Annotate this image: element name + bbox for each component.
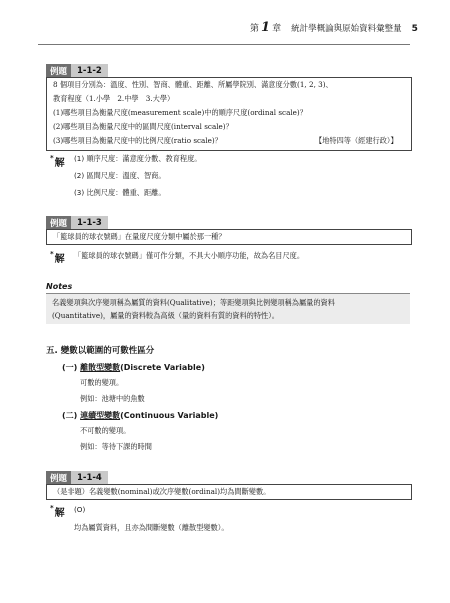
example-label: 例題 [46,216,71,229]
page-number: 5 [411,24,418,34]
star-icon: * [50,250,54,258]
example-number: 1-1-3 [71,216,108,229]
subsection-line: 不可數的變項。 [80,426,131,435]
example-question-box [46,77,412,151]
notes-line: (Quantitative)，屬量的資料較為高級（量的資料有質的資料的特性）。 [52,311,279,320]
notes-box [46,294,410,324]
star-icon: * [50,504,54,512]
notes-label: Notes [46,282,73,291]
question-line: 教育程度（1.小學 2.中學 3.大學） [53,94,175,103]
solution-mark: *解 [50,250,65,265]
section-title: 五. 變數以範圍的可數性區分 [46,346,155,356]
solution-mark: *解 [50,504,65,519]
chapter-prefix: 第 [250,24,260,34]
example-tag [46,471,108,484]
question-line: （是非題）名義變數(nominal)或次序變數(ordinal)均為間斷變數。 [53,487,271,496]
subsection-line: 例如：池塘中的魚數 [80,394,145,403]
running-header [250,20,418,40]
example-tag [46,64,108,77]
subsection-title: (一) 離散型變數(Discrete Variable) [62,363,205,372]
example-label: 例題 [46,471,71,484]
question-line: 8 個項目分別為：溫度、性別、智商、體重、距離、所屬學院別、滿意度分數(1, 2, 3)、 [53,80,333,89]
example-question-box [46,229,412,245]
example-number: 1-1-4 [71,471,108,484]
header-rule [38,44,410,45]
solution-line: (1) 順序尺度：滿意度分數、教育程度。 [74,154,202,163]
subsection-line: 可數的變項。 [80,378,124,387]
chapter-number: 1 [261,20,271,35]
notes-line: 名義變項與次序變項稱為屬質的資料(Qualitative)；等距變項與比例變項稱為屬量的資料 [52,298,335,307]
solution-line: (O) [74,505,86,514]
example-tag [46,216,108,229]
question-line: (2)哪些項目為衡量尺度中的區間尺度(interval scale)？ [53,122,233,131]
subsection-title: (二) 連續型變數(Continuous Variable) [62,411,219,420]
example-question-box [46,484,412,500]
question-line: (1)哪些項目為衡量尺度(measurement scale)中的順序尺度(ordinal scale)？ [53,108,307,117]
question-line: (3)哪些項目為衡量尺度中的比例尺度(ratio scale)？ [53,136,222,145]
chapter-suffix: 章 [272,24,282,34]
solution-mark: *解 [50,154,65,169]
subsection-line: 例如：等待下課的時間 [80,442,152,451]
solution-line: 「籃球員的球衣號碼」僅可作分類，不具大小順序功能，故為名目尺度。 [74,251,305,260]
solution-line: (3) 比例尺度：體重、距離。 [74,188,166,197]
chapter-title: 統計學概論與原始資料彙整量 [291,24,402,34]
example-label: 例題 [46,64,71,77]
star-icon: * [50,154,54,162]
example-number: 1-1-2 [71,64,108,77]
question-source: 【地特四等（經建行政）】 [315,136,398,145]
solution-line: 均為屬質資料，且亦為間斷變數（離散型變數）。 [74,523,229,532]
question-line: 「籃球員的球衣號碼」在量度尺度分類中屬於那一種？ [53,232,226,241]
solution-line: (2) 區間尺度：溫度、智商。 [74,171,166,180]
